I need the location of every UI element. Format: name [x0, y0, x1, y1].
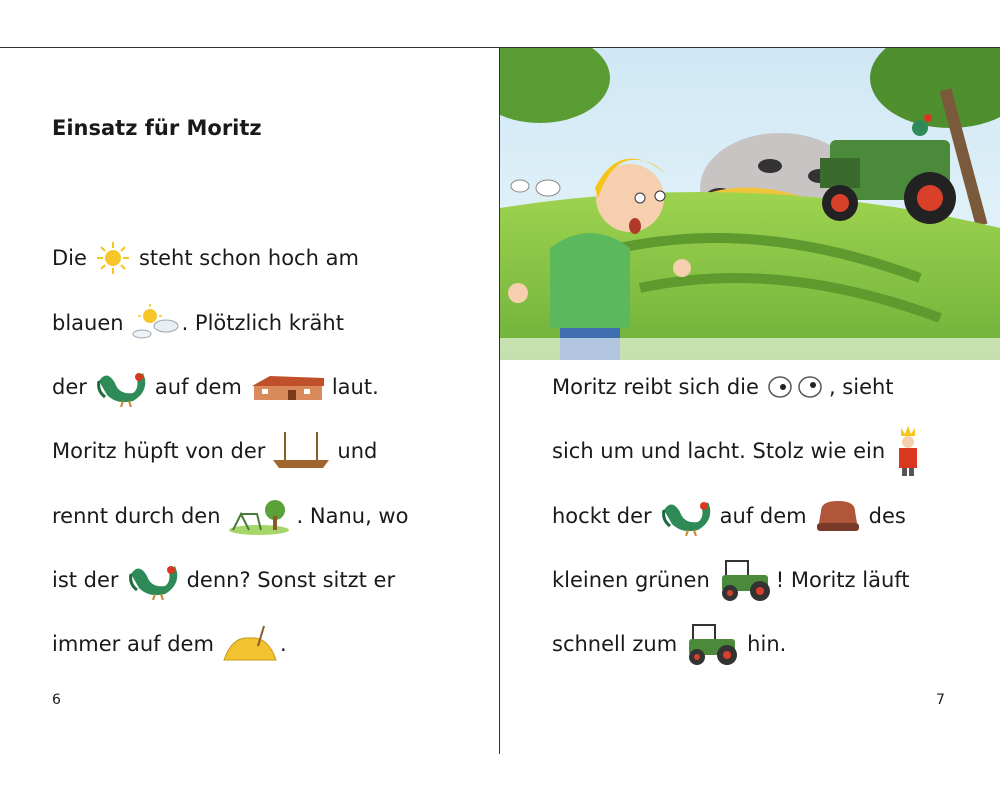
text-line-2: blauen . Plötzlich kräht: [52, 303, 344, 343]
rooster-icon: [125, 560, 181, 600]
king-icon: [891, 424, 925, 478]
text-line-r1: Moritz reibt sich die , sieht: [552, 367, 894, 407]
page-number-left: 6: [52, 692, 61, 708]
rooster-icon: [93, 367, 149, 407]
sun-icon: [93, 240, 133, 276]
text-line-4: Moritz hüpft von der und: [52, 431, 377, 471]
page-number-right: 7: [936, 692, 945, 708]
farm-scene-illustration: [500, 48, 1000, 360]
swing-icon: [271, 430, 331, 472]
text-line-6: ist der denn? Sonst sitzt er: [52, 560, 395, 600]
page-title: Einsatz für Moritz: [52, 116, 262, 140]
text-line-7: immer auf dem .: [52, 624, 287, 664]
tractor-seat-icon: [813, 497, 863, 535]
farm-icon: [248, 372, 326, 402]
text-line-3: der auf dem laut.: [52, 367, 379, 407]
text-line-r5: schnell zum hin.: [552, 624, 786, 664]
eyes-icon: [765, 372, 827, 402]
text-line-r3: hockt der auf dem des: [552, 496, 906, 536]
garden-icon: [227, 496, 291, 536]
rooster-icon: [658, 496, 714, 536]
text-line-r4: kleinen grünen ! Moritz läuft: [552, 560, 910, 600]
text-line-1: Die steht schon hoch am: [52, 238, 359, 278]
haystack-icon: [220, 624, 278, 664]
tractor-icon: [716, 557, 774, 603]
text-line-r2: sich um und lacht. Stolz wie ein: [552, 431, 931, 471]
text-line-5: rennt durch den . Nanu, wo: [52, 496, 408, 536]
tractor-icon: [683, 621, 741, 667]
sky-clouds-icon: [130, 304, 180, 342]
